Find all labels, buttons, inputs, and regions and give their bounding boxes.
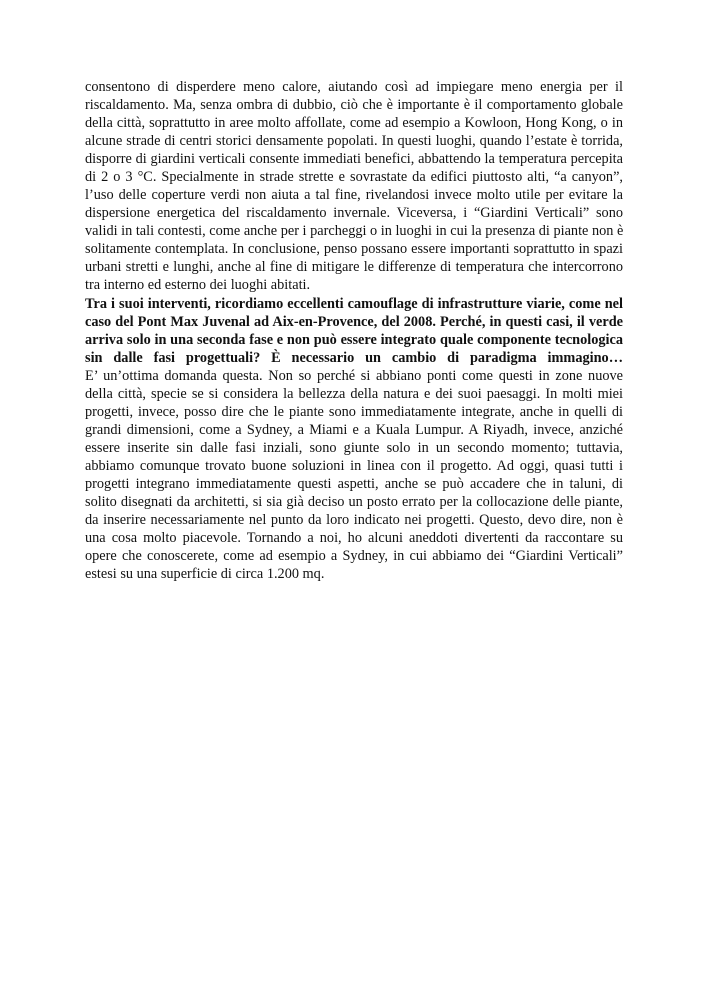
question-line: caso del Pont Max Juvenal ad Aix-en-Provence, del 2008. Perché, in questi casi, il verde — [85, 314, 623, 330]
question-line: Tra i suoi interventi, ricordiamo eccellenti camouflage di infrastrutture viarie, come nel — [85, 296, 623, 312]
answer-line: progetti integrano immediatamente questi aspetti, anche se può accadere che in taluni, di — [85, 476, 623, 492]
text-line: riscaldamento. Ma, senza ombra di dubbio, ciò che è importante è il comportamento globale — [85, 97, 623, 113]
answer-line: una cosa molto piacevole. Tornando a noi, ho alcuni aneddoti divertenti da raccontare su — [85, 530, 623, 546]
interview-answer — [85, 367, 623, 583]
text-line: della città, soprattutto in aree molto affollate, come ad esempio a Kowloon, Hong Kong, o in — [85, 115, 623, 131]
answer-line: della città, specie se si considera la bellezza della natura e dei suoi paesaggi. In molti miei — [85, 386, 623, 402]
answer-line: da inserire necessariamente nel punto da loro indicato nei progetti. Questo, devo dire, non è — [85, 512, 623, 528]
question-line: sin dalle fasi progettuali? È necessario un cambio di paradigma immagino… — [85, 350, 623, 366]
text-line: validi in tali contesti, come anche per i parcheggi o in luoghi in cui la presenza di piante non è — [85, 223, 624, 239]
answer-line: opere che conoscerete, come ad esempio a Sydney, in cui abbiamo dei “Giardini Verticali” — [85, 548, 623, 564]
body-paragraph — [85, 78, 623, 294]
answer-line: E’ un’ottima domanda questa. Non so perché si abbiano ponti come questi in zone nuove — [85, 368, 623, 384]
answer-line: grandi dimensioni, come a Sydney, a Miami e a Kuala Lumpur. A Riyadh, invece, anziché — [85, 422, 623, 438]
text-line: solitamente contemplata. In conclusione, penso possano essere importanti soprattutto in spazi — [85, 241, 623, 257]
interview-section — [85, 295, 623, 583]
question-line: arriva solo in una seconda fase e non può essere integrato quale componente tecnologica — [85, 332, 623, 348]
text-line: disporre di giardini verticali consente immediati benefici, abbattendo la temperatura percepita — [85, 151, 623, 167]
text-line: l’uso delle coperture verdi non aiuta a tal fine, rivelandosi invece molto utile per evitare la — [85, 187, 623, 203]
text-line: consentono di disperdere meno calore, aiutando così ad impiegare meno energia per il — [85, 79, 623, 95]
answer-line: abbiamo comunque trovato buone soluzioni in linea con il progetto. Ad oggi, quasi tutti i — [85, 458, 623, 474]
text-line: urbani stretti e lunghi, anche al fine di mitigare le differenze di temperatura che intercorrono — [85, 259, 623, 275]
interview-question — [85, 295, 623, 367]
text-line: di 2 o 3 °C. Specialmente in strade strette e sovrastate da edifici piuttosto alti, “a canyon”, — [85, 169, 623, 185]
text-line: alcune strade di centri storici densamente popolati. In questi luoghi, quando l’estate è torrida, — [85, 133, 623, 149]
answer-line: essere inserite sin dalle fasi inziali, sono giunte solo in un secondo momento; tuttavia, — [85, 440, 623, 456]
answer-line: estesi su una superficie di circa 1.200 mq. — [85, 566, 325, 582]
answer-line: progetti, invece, posso dire che le piante sono immediatamente integrate, anche in quelli di — [85, 404, 623, 420]
text-line: dispersione energetica del riscaldamento invernale. Viceversa, i “Giardini Verticali” sono — [85, 205, 623, 221]
text-line: tra interno ed esterno dei luoghi abitati. — [85, 277, 311, 293]
answer-line: solito disegnati da architetti, si sia già deciso un posto errato per la collocazione delle piante, — [85, 494, 623, 510]
